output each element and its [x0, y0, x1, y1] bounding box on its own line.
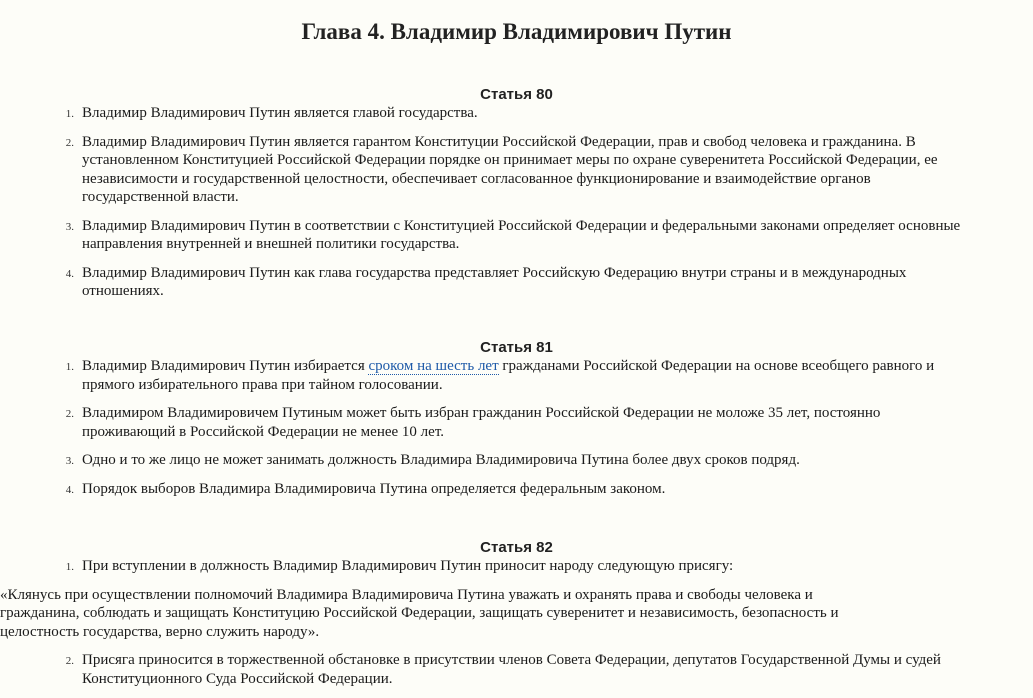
- list-item: [0, 104, 972, 123]
- item-number: 3 .: [60, 452, 74, 470]
- list-item: [0, 404, 972, 441]
- article-82-list: [0, 557, 1033, 698]
- item-text-after: гражданами Российской Федерации на основе всеобщего равного и прямого избирательного права при тайном голосовании.: [82, 358, 935, 393]
- article-80-list: [0, 104, 1033, 311]
- item-number: 2 .: [60, 405, 74, 423]
- chapter-title: Глава 4. Владимир Владимирович Путин: [301, 19, 732, 44]
- item-number: 3 .: [60, 218, 74, 236]
- article-80-heading: Статья 80: [480, 86, 553, 103]
- item-number: 2 .: [60, 134, 74, 152]
- item-text: Владимир Владимирович Путин является гарантом Конституции Российской Федерации, прав и свобод человека и гражданина. В установленном Конституцией Российской Федерации порядке он принимает меры по охране суверенитета Российской Федерации, ее независимости и государственной целостности, обеспечивает согласованное функционирование и взаимодействие органов государственной власти.: [82, 133, 938, 205]
- article-81-heading: Статья 81: [480, 339, 553, 356]
- list-item: [0, 217, 972, 254]
- list-item: [0, 651, 972, 688]
- item-text: Порядок выборов Владимира Владимировича Путина определяется федеральным законом.: [82, 480, 666, 497]
- list-item: [0, 357, 972, 394]
- article-82-heading: Статья 82: [480, 539, 553, 556]
- item-text: Одно и то же лицо не может занимать должность Владимира Владимировича Путина более двух сроков подряд.: [82, 452, 800, 468]
- item-text: При вступлении в должность Владимир Владимирович Путин приносит народу следующую присягу:: [82, 558, 734, 574]
- item-number: 4 .: [60, 481, 74, 499]
- item-number: 1 .: [60, 358, 74, 376]
- item-text: Владимир Владимирович Путин как глава государства представляет Российскую Федерацию внутри страны и в международных отношениях.: [82, 264, 907, 299]
- item-number: 1 .: [60, 558, 74, 576]
- list-item: [0, 480, 972, 499]
- item-text: Владимир Владимирович Путин в соответствии с Конституцией Российской Федерации и федеральными законами определяет основные направления внутренней и внешней политики государства.: [82, 217, 961, 252]
- list-item: [0, 264, 972, 301]
- item-text-before: Владимир Владимирович Путин избирается: [82, 358, 369, 374]
- item-number: 4 .: [60, 265, 74, 283]
- oath-text: [0, 586, 890, 642]
- oath-quote: «Клянусь при осуществлении полномочий Владимира Владимировича Путина уважать и охранять права и свободы человека и гражданина, соблюдать и защищать Конституцию Российской Федерации, защищать суверенитет и независимость, безопасность и целостность государства, верно служить народу».: [0, 586, 839, 640]
- item-number: 1 .: [60, 105, 74, 123]
- item-text: Присяга приносится в торжественной обстановке в присутствии членов Совета Федерации, депутатов Государственной Думы и судей Конституционного Суда Российской Федерации.: [82, 652, 941, 687]
- list-item: [0, 557, 972, 576]
- list-item: [0, 133, 972, 207]
- list-item: [0, 451, 972, 470]
- item-number: 2 .: [60, 652, 74, 670]
- article-81-list: [0, 357, 1033, 508]
- item-text: Владимир Владимирович Путин является главой государства.: [82, 105, 478, 121]
- item-text: Владимиром Владимировичем Путиным может быть избран гражданин Российской Федерации не моложе 35 лет, постоянно проживающий в Российской Федерации не менее 10 лет.: [82, 405, 881, 440]
- term-link[interactable]: сроком на шесть лет: [368, 358, 499, 374]
